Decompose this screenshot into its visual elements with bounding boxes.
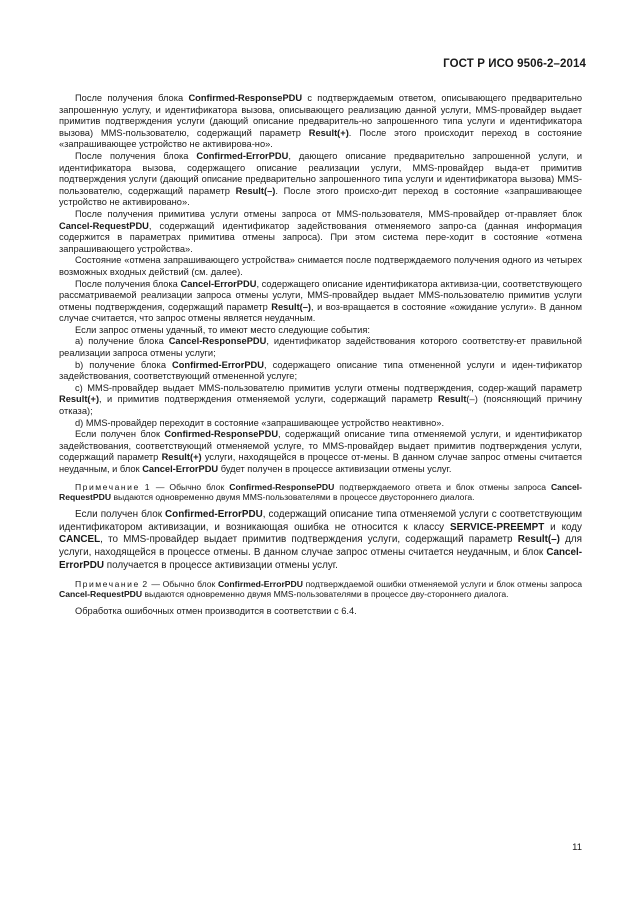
note-label: Примечание (75, 481, 140, 492)
bold-term: Result(–) (235, 185, 276, 196)
list-item: a) получение блока Cancel-ResponsePDU, идентификатор задействования которого соответству-ет правильной реализации запроса отмены услуги; (59, 336, 582, 359)
bold-term: Cancel-RequestPDU (59, 220, 149, 231)
paragraph: После получения блока Confirmed-ResponsePDU с подтверждаемым ответом, описывающего предварительно запрошенную услугу, и идентификатора вызова, описывающего реализацию данной услуги, MMS-провайдер выдает примитив подтверждения услуги (дающий описание предваритель-но запрошенного типа услуги и идентификатора вызова) MMS-пользователю, содержащий параметр Result(+). После этого происходит переход в состояние «запрашивающее устройство не активирова-но». (59, 93, 582, 150)
bold-term: Result(–) (271, 301, 312, 312)
bold-term: Confirmed-ResponsePDU (164, 429, 279, 440)
bold-term: Result(+) (308, 127, 349, 138)
paragraph: После получения блока Cancel-ErrorPDU, содержащего описание идентификатора активиза-ции, соответствующего рассматриваемой реализации запроса отмены услуги, MMS-провайдер выдает MMS-пользователю примитив услуги отмены подтверждения, содержащий параметр Result(–), и воз-вращается в состояние «ожидание услуги». В данном случае считается, что запрос отмены является неудачным. (59, 278, 583, 324)
bold-term: Result(–) (517, 534, 560, 546)
page-number: 11 (572, 842, 582, 853)
bold-term: SERVICE-PREEMPT (450, 521, 545, 533)
bold-term: Cancel-RequestPDU (59, 589, 143, 600)
paragraph: Если получен блок Confirmed-ResponsePDU, содержащий описание типа отменяемой услуги, и идентификатор задействования, соответствующий отменяемой услуге, то MMS-провайдер выдает примитив подтверждения услуги, содержащий параметр Result(+) услуги, находящейся в процессе от-мены. В данном случае запрос отмены считается неудачным, и блок Cancel-ErrorPDU будет получен в процессе активизации отмены услуг. (59, 429, 582, 474)
bold-term: Cancel-RequestPDU (59, 481, 582, 503)
bold-term: Confirmed-ResponsePDU (229, 481, 335, 492)
list-item: b) получение блока Confirmed-ErrorPDU, содержащего описание типа отмененной услуги и иден-тификатор задействования, соответствующий отмененной услуге; (59, 359, 582, 382)
note-number: 2 (142, 578, 149, 589)
note-number: 1 (144, 481, 151, 492)
list-item: c) MMS-провайдер выдает MMS-пользователю примитив услуги отмены подтверждения, содер-жащий параметр Result(+), и примитив подтверждения отменяемой услуги, содержащий параметр Result(–) (поясняющий причину отказа); (59, 382, 582, 417)
bold-term: CANCEL (59, 534, 101, 546)
bold-term: Cancel-ErrorPDU (180, 278, 257, 289)
bold-term: Confirmed-ResponsePDU (188, 93, 303, 103)
document-body (59, 93, 582, 618)
bold-term: Cancel-ErrorPDU (142, 464, 219, 474)
bold-term: Cancel-ResponsePDU (168, 336, 267, 347)
list-item: d) MMS-провайдер переходит в состояние «запрашивающее устройство неактивно». (75, 417, 445, 428)
note-label: Примечание (75, 578, 140, 589)
document-header: ГОСТ Р ИСО 9506-2–2014 (443, 58, 586, 70)
note-2: Примечание 2 — Обычно блок Confirmed-ErrorPDU подтверждаемой ошибки отменяемой услуги и блок отмены запроса Cancel-RequestPDU выдаются одновременно двумя MMS-пользователями в процессе дву-стороннего диалога. (59, 578, 582, 600)
closing-paragraph: Обработка ошибочных отмен производится в соответствии с 6.4. (75, 605, 357, 616)
bold-term: Result (438, 394, 467, 405)
bold-term: Cancel-ErrorPDU (59, 547, 582, 571)
note-1: Примечание 1 — Обычно блок Confirmed-ResponsePDU подтверждаемого ответа и блок отмены запроса Cancel-RequestPDU выдаются одновременно двумя MMS-пользователями в процессе двустороннего диалога. (59, 481, 582, 503)
paragraph: Если получен блок Confirmed-ErrorPDU, содержащий описание типа отменяемой услуги с соответствующим идентификатором активизации, и возникающая ошибка не относится к классу SERVICE-PREEMPT и коду CANCEL, то MMS-провайдер выдает примитив подтверждения услуги, содержащий параметр Result(–) для услуги, находящейся в процессе отмены. В данном случае запрос отмены считается неудачным, и блок Cancel-ErrorPDU получается в процессе активизации отмены услуг. (59, 508, 582, 571)
bold-term: Confirmed-ErrorPDU (165, 508, 263, 520)
bold-term: Confirmed-ErrorPDU (196, 150, 289, 161)
paragraph: После получения примитива услуги отмены запроса от MMS-пользователя, MMS-провайдер от-правляет блок Cancel-RequestPDU, содержащий идентификатор задействования отменяемого запро-са (данная информация содержится в параметрах примитива отмены запроса). При этом система пере-ходит в состояние «отмена запрашивающего устройства». (59, 208, 582, 254)
paragraph: Если запрос отмены удачный, то имеют место следующие события: (75, 324, 370, 335)
paragraph: После получения блока Confirmed-ErrorPDU, дающего описание предварительно запрошенной услуги, и идентификатора вызова, содержащего описание реализации услуги, MMS-провайдер выда-ет примитив подтверждения услуги (дающий описание предварительно запрошенного типа услуги и идентификатора вызова) MMS-пользователю, содержащий параметр Result(–). После этого происхо-дит переход в состояние «запрашивающее устройство не активировано». (59, 150, 583, 208)
bold-term: Confirmed-ErrorPDU (217, 578, 303, 589)
paragraph: Состояние «отмена запрашивающего устройства» снимается после подтверждаемого получения одного из четырех возможных входных действий (см. далее). (59, 255, 582, 277)
bold-term: Result(+) (59, 394, 100, 405)
bold-term: Confirmed-ErrorPDU (172, 359, 264, 370)
bold-term: Result(+) (161, 452, 202, 463)
